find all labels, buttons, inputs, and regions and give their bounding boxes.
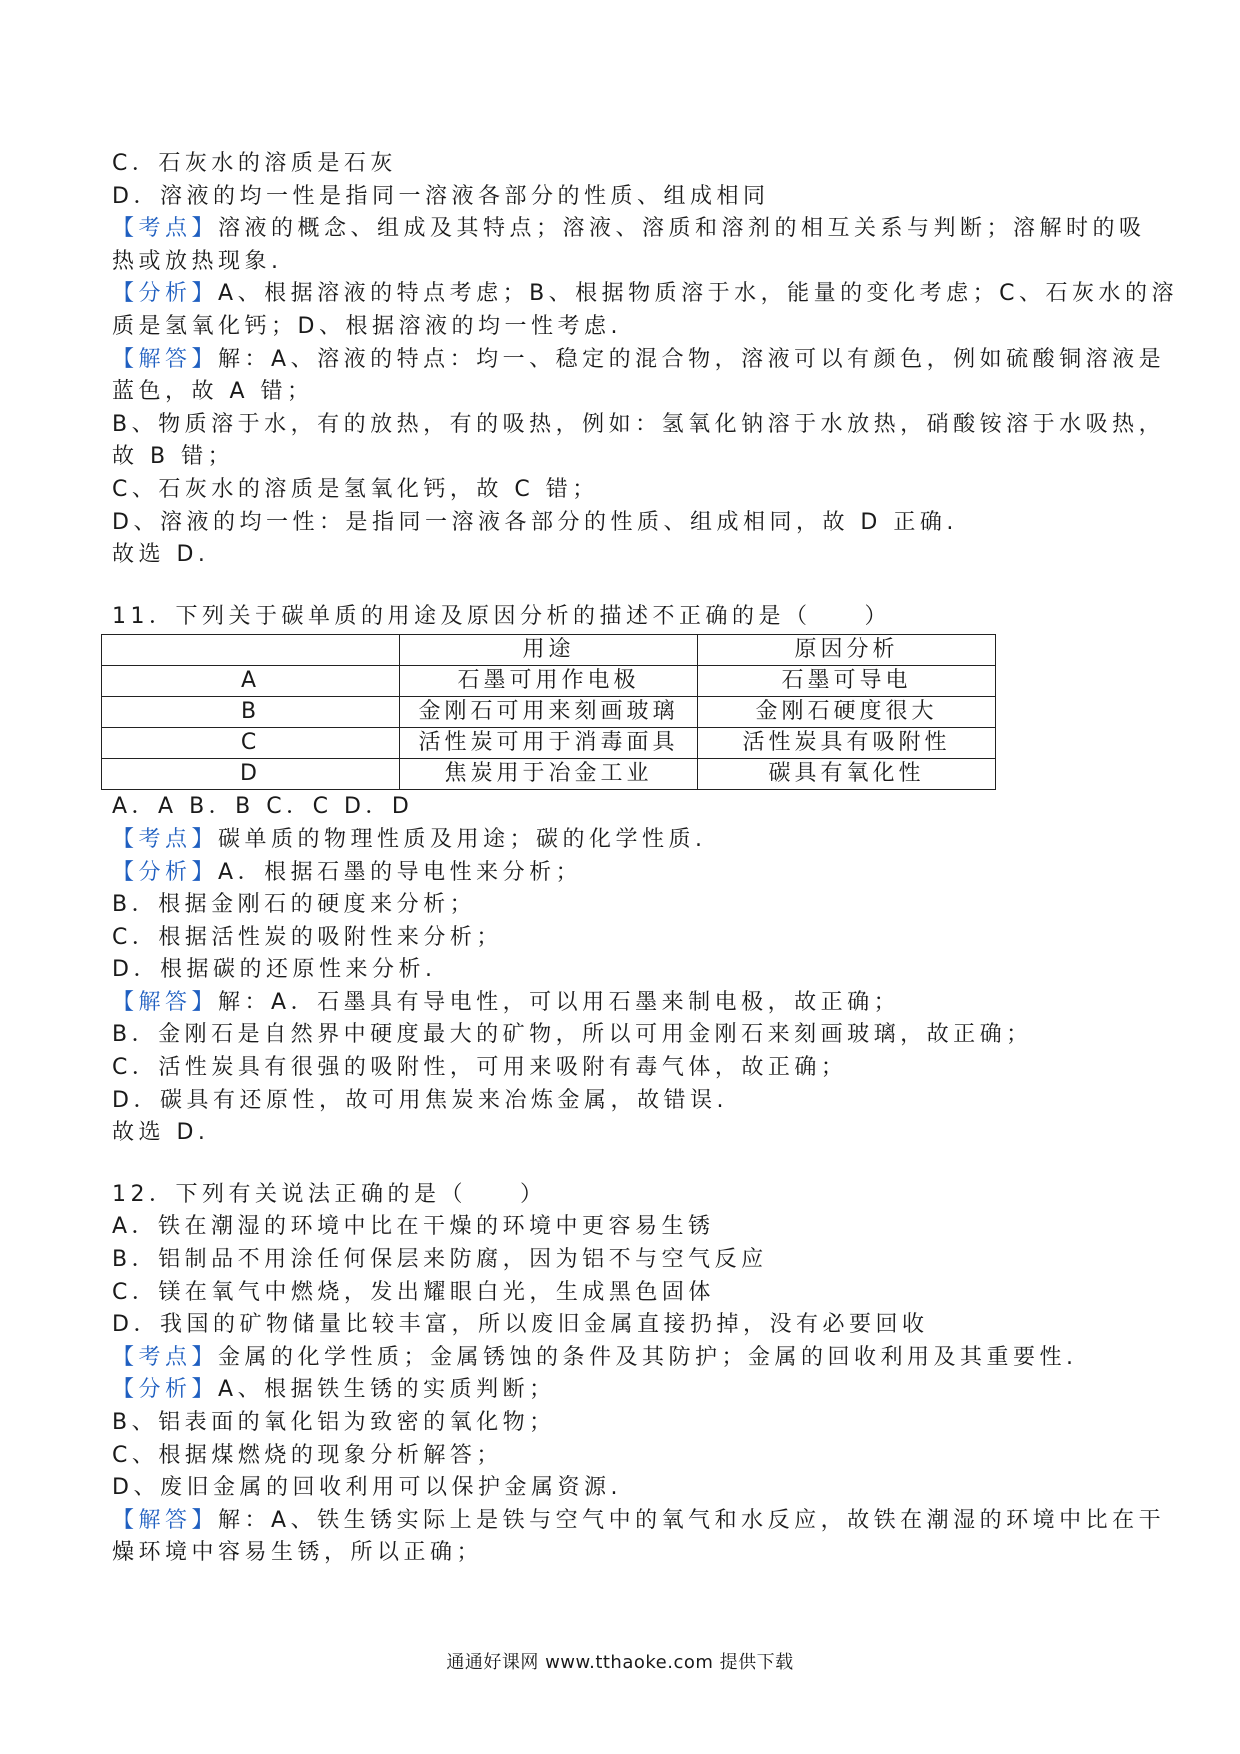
question-11: 11．下列关于碳单质的用途及原因分析的描述不正确的是（ ） — [112, 603, 891, 629]
spacer — [112, 1150, 1142, 1179]
option-d: D．我国的矿物储量比较丰富，所以废旧金属直接扔掉，没有必要回收 — [112, 1312, 929, 1338]
kaodian-tag: 【考点】 — [112, 826, 219, 852]
kaodian-text: 金属的化学性质；金属锈蚀的条件及其防护；金属的回收利用及其重要性. — [218, 1344, 1078, 1370]
table-cell: 活性炭可用于消毒面具 — [400, 728, 698, 759]
jieda-line — [112, 1505, 1166, 1538]
question-11-options: A．A B．B C．C D．D — [112, 794, 414, 820]
fenxi-line-3: C．根据活性炭的吸附性来分析； — [112, 924, 503, 950]
option-a: A．铁在潮湿的环境中比在干燥的环境中更容易生锈 — [112, 1214, 715, 1240]
jieda-tag: 【解答】 — [112, 989, 219, 1015]
table-cell: C — [102, 728, 400, 759]
kaodian-text: 溶液的概念、组成及其特点；溶液、溶质和溶剂的相互关系与判断；溶解时的吸 — [218, 216, 1146, 242]
kaodian-line — [112, 213, 1146, 246]
spacer — [112, 572, 1142, 601]
jieda-line-4: D．碳具有还原性，故可用焦炭来冶炼金属，故错误. — [112, 1087, 728, 1113]
table-header-cell: 用途 — [400, 635, 698, 666]
jieda-tag: 【解答】 — [112, 346, 219, 372]
option-d: D．溶液的均一性是指同一溶液各部分的性质、组成相同 — [112, 183, 770, 209]
jieda-line-7: 故选 D. — [112, 542, 210, 568]
kaodian-tag: 【考点】 — [112, 216, 219, 242]
table-row — [102, 666, 996, 697]
table-row — [102, 759, 996, 790]
jieda-line-4: 故 B 错； — [112, 444, 235, 470]
fenxi-tag: 【分析】 — [112, 859, 219, 885]
jieda-line-2: 蓝色，故 A 错； — [112, 379, 314, 405]
jieda-line-2: B．金刚石是自然界中硬度最大的矿物，所以可用金刚石来刻画玻璃，故正确； — [112, 1022, 1033, 1048]
fenxi-line-2: B、铝表面的氧化铝为致密的氧化物； — [112, 1410, 556, 1435]
fenxi-line-3: C、根据煤燃烧的现象分析解答； — [112, 1442, 503, 1468]
fenxi-line-2: B．根据金刚石的硬度来分析； — [112, 892, 477, 918]
table-row — [102, 697, 996, 728]
page-content — [112, 148, 1179, 1570]
fenxi-tag: 【分析】 — [112, 281, 219, 307]
jieda-text: 解：A、铁生锈实际上是铁与空气中的氧气和水反应，故铁在潮湿的环境中比在干 — [218, 1507, 1166, 1533]
table-cell: 石墨可导电 — [698, 666, 996, 697]
table-cell: 活性炭具有吸附性 — [698, 728, 996, 759]
option-c: C．镁在氧气中燃烧，发出耀眼白光，生成黑色固体 — [112, 1279, 715, 1305]
fenxi-line-4: D、废旧金属的回收利用可以保护金属资源. — [112, 1475, 622, 1501]
option-c: C．石灰水的溶质是石灰 — [112, 151, 397, 176]
fenxi-line — [112, 857, 1142, 890]
fenxi-line-4: D．根据碳的还原性来分析. — [112, 957, 437, 983]
jieda-line-6: D、溶液的均一性：是指同一溶液各部分的性质、组成相同，故 D 正确. — [112, 509, 958, 535]
jieda-line-5: C、石灰水的溶质是氢氧化钙，故 C 错； — [112, 476, 599, 502]
option-b: B．铝制品不用涂任何保层来防腐，因为铝不与空气反应 — [112, 1247, 768, 1273]
table-cell: 焦炭用于冶金工业 — [400, 759, 698, 790]
question-11-table — [101, 634, 996, 790]
kaodian-tag: 【考点】 — [112, 1344, 219, 1370]
fenxi-text: A、根据溶液的特点考虑；B、根据物质溶于水，能量的变化考虑；C、石灰水的溶 — [218, 281, 1179, 307]
jieda-line-5: 故选 D. — [112, 1120, 210, 1146]
table-row — [102, 728, 996, 759]
fenxi-text: A．根据石墨的导电性来分析； — [218, 859, 583, 885]
kaodian-text: 碳单质的物理性质及用途；碳的化学性质. — [218, 826, 707, 852]
jieda-line-3: C．活性炭具有很强的吸附性，可用来吸附有毒气体，故正确； — [112, 1055, 848, 1081]
table-cell: 石墨可用作电极 — [400, 666, 698, 697]
table-cell: B — [102, 697, 400, 728]
kaodian-cont: 热或放热现象. — [112, 248, 283, 274]
question-12: 12．下列有关说法正确的是（ ） — [112, 1181, 547, 1207]
fenxi-text: A、根据铁生锈的实质判断； — [218, 1377, 556, 1403]
fenxi-tag: 【分析】 — [112, 1377, 219, 1403]
fenxi-line — [112, 278, 1179, 311]
jieda-line-2: 燥环境中容易生锈，所以正确； — [112, 1540, 484, 1566]
fenxi-line — [112, 1374, 1142, 1407]
table-cell: D — [102, 759, 400, 790]
table-cell: 金刚石硬度很大 — [698, 697, 996, 728]
jieda-text: 解：A．石墨具有导电性，可以用石墨来制电极，故正确； — [218, 989, 901, 1015]
fenxi-cont: 质是氢氧化钙；D、根据溶液的均一性考虑. — [112, 313, 622, 339]
page-footer: 通通好课网 www.tthaoke.com 提供下载 — [446, 1652, 794, 1673]
table-cell: 碳具有氧化性 — [698, 759, 996, 790]
kaodian-line — [112, 824, 1142, 857]
jieda-line — [112, 987, 1142, 1020]
table-header-cell — [102, 635, 400, 666]
jieda-text: 解：A、溶液的特点：均一、稳定的混合物，溶液可以有颜色，例如硫酸铜溶液是 — [218, 346, 1166, 372]
table-cell: 金刚石可用来刻画玻璃 — [400, 697, 698, 728]
jieda-line — [112, 344, 1166, 377]
kaodian-line — [112, 1342, 1142, 1375]
jieda-line-3: B、物质溶于水，有的放热，有的吸热，例如：氢氧化钠溶于水放热，硝酸铵溶于水吸热， — [112, 411, 1166, 437]
table-header-cell: 原因分析 — [698, 635, 996, 666]
jieda-tag: 【解答】 — [112, 1507, 219, 1533]
table-cell: A — [102, 666, 400, 697]
table-header-row — [102, 635, 996, 666]
